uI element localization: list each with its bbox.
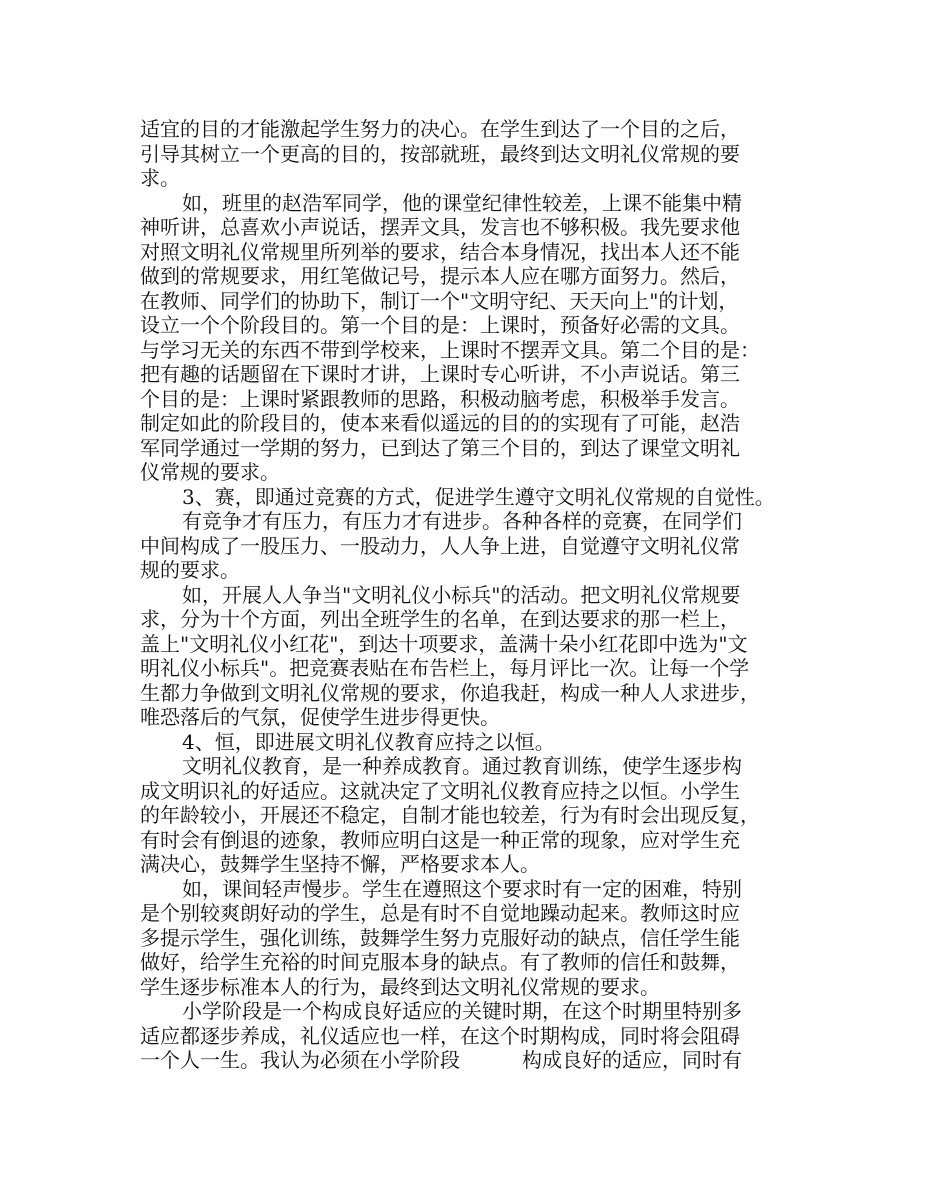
text-line xyxy=(140,583,830,608)
text-line xyxy=(140,681,830,706)
text-line xyxy=(140,264,830,289)
text-line xyxy=(140,632,830,657)
text-line xyxy=(140,215,830,240)
text-line xyxy=(140,1024,830,1049)
text-line-content: 个目的是：上课时紧跟教师的思路，积极动脑考虑，积极举手发言。 xyxy=(140,386,740,411)
text-line-content: 引导其树立一个更高的目的，按部就班，最终到达文明礼仪常规的要 xyxy=(140,141,740,166)
text-line-content: 小学阶段是一个构成良好适应的关键时期，在这个时期里特别多 xyxy=(182,999,742,1023)
text-line-content: 与学习无关的东西不带到学校来，上课时不摆弄文具。第二个目的是： xyxy=(140,337,760,362)
text-line xyxy=(140,975,830,1000)
text-line-tail: 构成良好的适应，同时有 xyxy=(522,1048,742,1072)
text-line-content: 满决心，鼓舞学生坚持不懈，严格要求本人。 xyxy=(140,852,540,876)
text-line xyxy=(140,828,830,853)
text-line xyxy=(140,142,830,167)
text-line-content: 设立一个个阶段目的。第一个目的是：上课时，预备好必需的文具。 xyxy=(140,313,740,337)
text-line-content: 在教师、同学们的协助下，制订一个"文明守纪、天天向上"的计划， xyxy=(140,288,739,313)
text-line-content: 的年龄较小，开展还不稳定，自制才能也较差，行为有时会出现反复， xyxy=(140,803,760,827)
text-line xyxy=(140,166,830,191)
text-line-content: 有时会有倒退的迹象，教师应明白这是一种正常的现象，应对学生充 xyxy=(140,827,740,852)
text-line-content: 适宜的目的才能激起学生努力的决心。在学生到达了一个目的之后， xyxy=(140,117,740,141)
text-line xyxy=(140,656,830,681)
text-line-content: 有竞争才有压力，有压力才有进步。各种各样的竞赛，在同学们 xyxy=(182,509,742,533)
text-line-content: 中间构成了一股压力、一股动力，人人争上进，自觉遵守文明礼仪常 xyxy=(140,533,740,558)
text-line-content: 唯恐落后的气氛，促使学生进步得更快。 xyxy=(140,705,500,729)
text-line-content: 规的要求。 xyxy=(140,558,240,582)
text-line-content: 如，班里的赵浩军同学，他的课堂纪律性较差，上课不能集中精 xyxy=(182,190,742,215)
text-line-content: 4、恒，即进展文明礼仪教育应持之以恒。 xyxy=(182,729,555,754)
text-line xyxy=(140,191,830,216)
text-line xyxy=(140,779,830,804)
text-line xyxy=(140,289,830,314)
text-line xyxy=(140,436,830,461)
text-line xyxy=(140,901,830,926)
text-line xyxy=(140,485,830,510)
text-line xyxy=(140,387,830,412)
text-line-content: 盖上"文明礼仪小红花"，到达十项要求，盖满十朵小红花即中选为"文 xyxy=(140,631,748,656)
text-line xyxy=(140,950,830,975)
document-page xyxy=(140,117,830,1073)
text-line-content: 神听讲，总喜欢小声说话，摆弄文具，发言也不够积极。我先要求他 xyxy=(140,215,740,239)
text-line xyxy=(140,999,830,1024)
text-line xyxy=(140,509,830,534)
text-line xyxy=(140,558,830,583)
text-line-content: 适应都逐步养成，礼仪适应也一样，在这个时期构成，同时将会阻碍 xyxy=(140,1023,740,1048)
text-line-content: 求。 xyxy=(140,166,180,190)
text-line xyxy=(140,117,830,142)
text-line xyxy=(140,460,830,485)
text-line xyxy=(140,730,830,755)
text-line-content: 如，课间轻声慢步。学生在遵照这个要求时有一定的困难，特别 xyxy=(182,876,742,901)
text-line xyxy=(140,852,830,877)
text-line xyxy=(140,754,830,779)
text-line-content: 仪常规的要求。 xyxy=(140,460,280,484)
text-line-content: 做好，给学生充裕的时间克服本身的缺点。有了教师的信任和鼓舞， xyxy=(140,950,740,974)
text-line xyxy=(140,607,830,632)
text-line-content: 求，分为十个方面，列出全班学生的名单，在到达要求的那一栏上， xyxy=(140,607,740,631)
text-line-content: 如，开展人人争当"文明礼仪小标兵"的活动。把文明礼仪常规要 xyxy=(182,582,741,607)
text-line xyxy=(140,534,830,559)
text-line xyxy=(140,313,830,338)
text-line xyxy=(140,411,830,436)
text-line xyxy=(140,803,830,828)
text-line xyxy=(140,926,830,951)
text-line-content: 制定如此的阶段目的，使本来看似遥远的目的的实现有了可能，赵浩 xyxy=(140,411,740,435)
text-line-content: 3、赛，即通过竞赛的方式，促进学生遵守文明礼仪常规的自觉性。 xyxy=(182,484,775,509)
text-line-content: 文明礼仪教育，是一种养成教育。通过教育训练，使学生逐步构 xyxy=(182,754,742,778)
text-line xyxy=(140,1048,830,1073)
text-line xyxy=(140,705,830,730)
text-line xyxy=(140,338,830,363)
text-line-content: 做到的常规要求，用红笔做记号，提示本人应在哪方面努力。然后， xyxy=(140,264,740,288)
text-line-content: 成文明识礼的好适应。这就决定了文明礼仪教育应持之以恒。小学生 xyxy=(140,778,740,803)
text-line-content: 把有趣的话题留在下课时才讲，上课时专心听讲，不小声说话。第三 xyxy=(140,362,740,386)
text-line-content: 明礼仪小标兵"。把竞赛表贴在布告栏上，每月评比一次。让每一个学 xyxy=(140,656,750,680)
text-line xyxy=(140,877,830,902)
text-line-content: 军同学通过一学期的努力，已到达了第三个目的，到达了课堂文明礼 xyxy=(140,435,740,460)
text-line-content: 对照文明礼仪常规里所列举的要求，结合本身情况，找出本人还不能 xyxy=(140,239,740,264)
text-line-content: 学生逐步标准本人的行为，最终到达文明礼仪常规的要求。 xyxy=(140,974,660,999)
text-line-content: 是个别较爽朗好动的学生，总是有时不自觉地躁动起来。教师这时应 xyxy=(140,901,740,925)
text-line xyxy=(140,240,830,265)
text-line-content: 多提示学生，强化训练，鼓舞学生努力克服好动的缺点，信任学生能 xyxy=(140,925,740,950)
text-line-content: 一个人一生。我认为必须在小学阶段 xyxy=(140,1048,460,1072)
text-line xyxy=(140,362,830,387)
text-line-content: 生都力争做到文明礼仪常规的要求，你追我赶，构成一种人人求进步， xyxy=(140,680,760,705)
